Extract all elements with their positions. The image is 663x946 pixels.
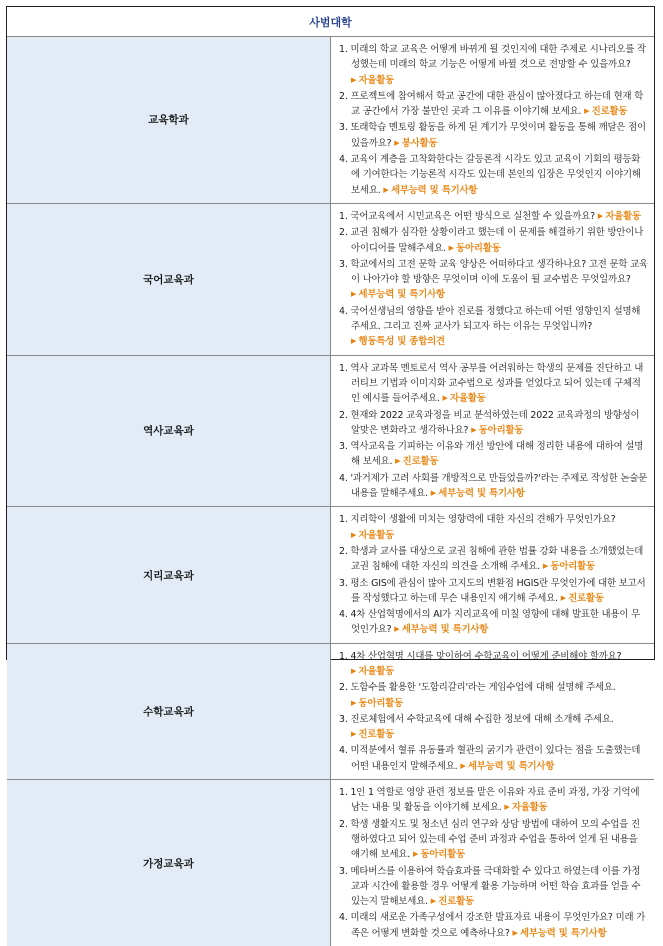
- department-name: 역사교육과: [7, 355, 331, 507]
- college-table-frame: [6, 6, 655, 660]
- question-text: 1. 국어교육에서 시민교육은 어떤 방식으로 실천할 수 있을까요?: [339, 211, 595, 222]
- department-row: [7, 507, 654, 643]
- activity-tag: ▶ 세부능력 및 특기사항: [460, 761, 554, 772]
- activity-tag: ▶ 봉사활동: [394, 138, 437, 149]
- activity-tag: ▶ 동아리활동: [543, 561, 595, 572]
- department-row: [7, 203, 654, 355]
- question-text: 4. 미적분에서 혈류 유동률과 혈관의 굵기가 관련이 있다는 점을 도출했는데 어떤 내용인지 말해주세요.: [339, 745, 640, 771]
- question-item: [339, 42, 648, 89]
- question-text: 1. 4차 산업혁명 시대를 맞이하여 수학교육이 어떻게 준비해야 할까요?: [339, 651, 621, 662]
- activity-tag: ▶ 세부능력 및 특기사항: [351, 289, 445, 300]
- question-text: 2. 현재와 2022 교육과정을 비교 분석하였는데 2022 교육과정의 방향성이 알맞은 변화라고 생각하나요?: [339, 410, 639, 436]
- activity-tag: ▶ 자율활동: [351, 666, 394, 677]
- activity-tag: ▶ 세부능력 및 특기사항: [431, 488, 525, 499]
- question-item: [339, 607, 648, 639]
- question-item: [339, 209, 648, 225]
- question-text: 2. 교권 침해가 심각한 상황이라고 했는데 이 문제를 해결하기 위한 방안이나 아이디어를 말해주세요.: [339, 227, 643, 253]
- question-text: 2. 학생과 교사를 대상으로 교권 침해에 관한 법률 강화 내용을 소개했었는데 교권 침해에 대한 자신의 의견을 소개해 주세요.: [339, 546, 643, 572]
- department-name: 수학교육과: [7, 643, 331, 779]
- question-text: 3. 학교에서의 고전 문학 교육 양상은 어떠하다고 생각하나요? 고전 문학 교육이 나아가야 할 방향은 무엇이며 이에 도움이 될 교수법은 무엇일까요?: [339, 259, 648, 285]
- activity-tag: ▶ 진로활동: [584, 106, 627, 117]
- question-item: [339, 152, 648, 199]
- question-item: [339, 408, 648, 440]
- question-item: [339, 910, 648, 942]
- department-row: [7, 780, 654, 946]
- table-body: [7, 37, 654, 946]
- question-item: [339, 257, 648, 304]
- department-row: [7, 37, 654, 204]
- department-row: [7, 355, 654, 507]
- activity-tag: ▶ 세부능력 및 특기사항: [383, 185, 477, 196]
- question-item: [339, 817, 648, 864]
- question-item: [339, 361, 648, 408]
- question-text: 1. 1인 1 역할로 영양 관련 정보를 맡은 이유와 자료 준비 과정, 가장 기억에 남는 내용 및 활동을 이야기해 보세요.: [339, 787, 639, 813]
- activity-tag: ▶ 진로활동: [431, 896, 474, 907]
- question-text: 2. 프로젝트에 참여해서 학교 공간에 대한 관심이 많아졌다고 하는데 현재 학교 공간에서 가장 불만인 곳과 그 이유를 이야기해 보세요.: [339, 91, 643, 117]
- question-list: [331, 203, 655, 355]
- question-list: [331, 355, 655, 507]
- activity-tag: ▶ 진로활동: [395, 456, 438, 467]
- activity-tag: ▶ 세부능력 및 특기사항: [513, 928, 607, 939]
- question-text: 2. 도함수를 활용한 '도함리갈리'라는 게임수업에 대해 설명해 주세요.: [339, 682, 616, 693]
- question-text: 3. 평소 GIS에 관심이 많아 고지도의 변환점 HGIS란 무엇인가에 대한 보고서를 작성했다고 하는데 무슨 내용인지 얘기해 주세요.: [339, 578, 645, 604]
- question-text: 3. 역사교육을 기피하는 이유와 개선 방안에 대해 정리한 내용에 대하여 설명해 보세요.: [339, 441, 643, 467]
- question-item: [339, 439, 648, 471]
- question-text: 4. 국어선생님의 영향을 받아 진로를 정했다고 하는데 어떤 영향인지 설명해 주세요. 그리고 진짜 교사가 되고자 하는 이유는 무엇입니까?: [339, 306, 640, 332]
- question-list: [331, 643, 655, 779]
- question-item: [339, 120, 648, 152]
- question-text: 1. 지리학이 생활에 미치는 영향력에 대한 자신의 견해가 무엇인가요?: [339, 514, 616, 525]
- question-list: [331, 507, 655, 643]
- question-text: 1. 미래의 학교 교육은 어떻게 바뀌게 될 것인지에 대한 주제로 시나리오를 작성했는데 미래의 학교 기능은 어떻게 바뀔 것으로 전망할 수 있을까요?: [339, 44, 646, 70]
- department-name: 교육학과: [7, 37, 331, 204]
- question-item: [339, 712, 648, 744]
- question-item: [339, 649, 648, 681]
- activity-tag: ▶ 세부능력 및 특기사항: [394, 624, 488, 635]
- question-item: [339, 304, 648, 351]
- question-item: [339, 512, 648, 544]
- question-text: 4. 교육이 계층을 고착화한다는 갈등론적 시각도 있고 교육이 기회의 평등화에 기여한다는 기능론적 시각도 있는데 본인의 입장은 무엇인지 이야기해 보세요.: [339, 154, 641, 196]
- activity-tag: ▶ 자율활동: [443, 393, 486, 404]
- activity-tag: ▶ 자율활동: [351, 530, 394, 541]
- question-text: 4. '과거제가 고려 사회를 개방적으로 만들었을까?'라는 주제로 작성한 논술문 내용을 말해주세요.: [339, 473, 647, 499]
- table-title: 사범대학: [7, 7, 654, 37]
- activity-tag: ▶ 자율활동: [598, 211, 641, 222]
- question-item: [339, 471, 648, 503]
- department-name: 지리교육과: [7, 507, 331, 643]
- department-name: 국어교육과: [7, 203, 331, 355]
- activity-tag: ▶ 자율활동: [504, 802, 547, 813]
- question-item: [339, 576, 648, 608]
- activity-tag: ▶ 동아리활동: [413, 849, 465, 860]
- activity-tag: ▶ 자율활동: [351, 75, 394, 86]
- question-text: 3. 또래학습 멘토링 활동을 하게 된 계기가 무엇이며 활동을 통해 깨달은 점이 있을까요?: [339, 122, 646, 148]
- question-item: [339, 680, 648, 712]
- question-text: 1. 역사 교과목 멘토로서 역사 공부를 어려워하는 학생의 문제를 진단하고 내러티브 기법과 이미지화 교수법으로 성과를 얻었다고 되어 있는데 구체적인 예시를 들어주세요.: [339, 363, 643, 405]
- department-name: 가정교육과: [7, 780, 331, 946]
- question-item: [339, 225, 648, 257]
- interview-questions-table: [7, 7, 654, 946]
- department-row: [7, 643, 654, 779]
- activity-tag: ▶ 행동특성 및 종합의견: [351, 336, 445, 347]
- activity-tag: ▶ 진로활동: [561, 593, 604, 604]
- question-item: [339, 89, 648, 121]
- question-list: [331, 37, 655, 204]
- question-text: 4. 미래의 새로운 가족구성에서 강조한 발표자료 내용이 무엇인가요? 미래 가족은 어떻게 변화할 것으로 예측하나요?: [339, 912, 645, 938]
- question-list: [331, 780, 655, 946]
- activity-tag: ▶ 동아리활동: [471, 425, 523, 436]
- question-item: [339, 743, 648, 775]
- activity-tag: ▶ 진로활동: [351, 729, 394, 740]
- question-item: [339, 785, 648, 817]
- activity-tag: ▶ 동아리활동: [351, 698, 403, 709]
- question-item: [339, 544, 648, 576]
- activity-tag: ▶ 동아리활동: [449, 243, 501, 254]
- question-text: 4. 4차 산업혁명에서의 AI가 지리교육에 미칠 영향에 대해 발표한 내용이 무엇인가요?: [339, 609, 640, 635]
- question-text: 2. 학생 생활지도 및 청소년 심리 연구와 상담 방법에 대하여 모의 수업을 진행하였다고 되어 있는데 수업 준비 과정과 수업을 통하여 얻게 된 내용을 얘기해 보세요.: [339, 819, 640, 861]
- question-item: [339, 864, 648, 911]
- question-text: 3. 진로체험에서 수학교육에 대해 수집한 정보에 대해 소개해 주세요.: [339, 714, 614, 725]
- question-text: 3. 메타버스를 이용하여 학습효과를 극대화할 수 있다고 하였는데 이를 가정교과 시간에 활용할 경우 어떻게 활용 가능하며 어떤 학습 효과를 얻을 수 있는지 말해보세요.: [339, 866, 640, 908]
